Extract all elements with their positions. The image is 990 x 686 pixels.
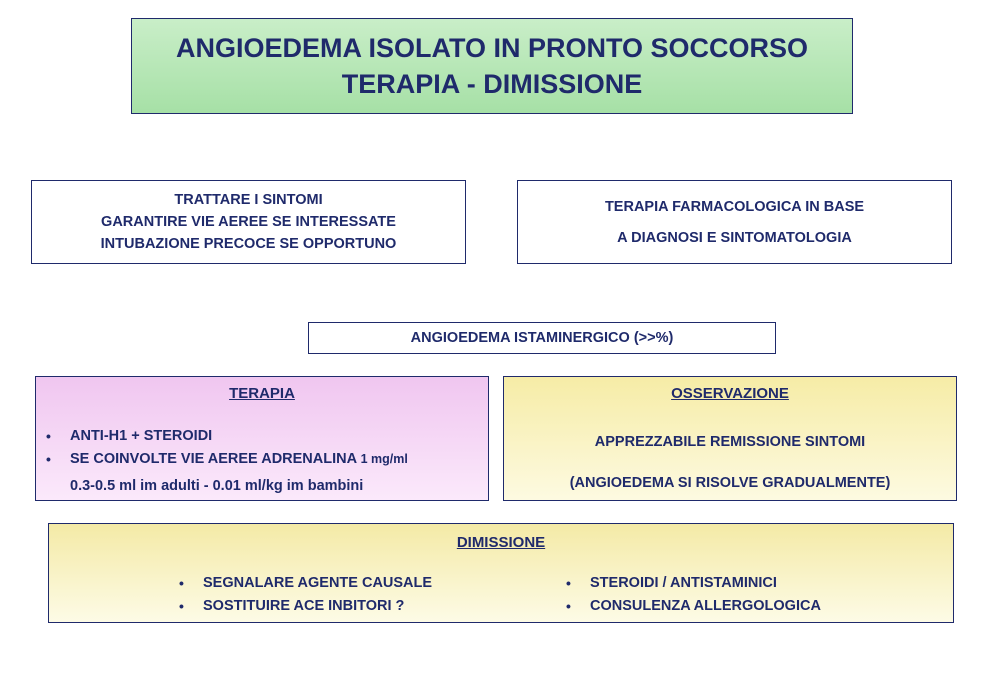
sintomi-line-1: TRATTARE I SINTOMI bbox=[174, 192, 323, 208]
list-item bbox=[566, 572, 821, 595]
istaminergico-box bbox=[308, 322, 776, 354]
bullet-icon: • bbox=[179, 575, 184, 591]
dimissione-list-left bbox=[179, 572, 432, 618]
istaminergico-label: ANGIOEDEMA ISTAMINERGICO (>>%) bbox=[410, 330, 674, 346]
bullet-icon: • bbox=[46, 451, 51, 467]
terapia-item-2-continuation: 0.3-0.5 ml im adulti - 0.01 ml/kg im bambini bbox=[70, 478, 364, 494]
terapia-item-2: SE COINVOLTE VIE AEREE ADRENALINA bbox=[70, 451, 357, 467]
terapia-item-1: ANTI-H1 + STEROIDI bbox=[70, 428, 213, 444]
bullet-icon: • bbox=[179, 598, 184, 614]
page-title-line-1: ANGIOEDEMA ISOLATO IN PRONTO SOCCORSO bbox=[175, 33, 809, 63]
osservazione-line-2: (ANGIOEDEMA SI RISOLVE GRADUALMENTE) bbox=[569, 475, 891, 491]
terapia-farmacologica-line-2: A DIAGNOSI E SINTOMATOLOGIA bbox=[617, 229, 852, 246]
terapia-farmacologica-line-1: TERAPIA FARMACOLOGICA IN BASE bbox=[604, 198, 865, 215]
bullet-icon: • bbox=[46, 428, 51, 444]
page-title-line-2: TERAPIA - DIMISSIONE bbox=[341, 69, 643, 99]
osservazione-heading: OSSERVAZIONE bbox=[671, 385, 789, 402]
list-item bbox=[179, 572, 432, 595]
sintomi-line-3: INTUBAZIONE PRECOCE SE OPPORTUNO bbox=[100, 236, 397, 252]
terapia-box bbox=[35, 376, 489, 501]
list-item bbox=[566, 595, 821, 618]
dimissione-list-right bbox=[566, 572, 821, 618]
title-box bbox=[131, 18, 853, 114]
sintomi-line-2: GARANTIRE VIE AEREE SE INTERESSATE bbox=[101, 214, 396, 230]
bullet-icon: • bbox=[566, 598, 571, 614]
dimissione-left-item-1: SEGNALARE AGENTE CAUSALE bbox=[203, 575, 433, 591]
dimissione-right-item-2: CONSULENZA ALLERGOLOGICA bbox=[590, 598, 821, 614]
list-item bbox=[179, 595, 432, 618]
terapia-item-2-dose: 1 mg/ml bbox=[360, 452, 408, 466]
osservazione-box bbox=[503, 376, 957, 501]
sintomi-box bbox=[31, 180, 466, 264]
terapia-farmacologica-box bbox=[517, 180, 952, 264]
bullet-icon: • bbox=[566, 575, 571, 591]
dimissione-box bbox=[48, 523, 954, 623]
dimissione-left-item-2: SOSTITUIRE ACE INBITORI ? bbox=[203, 598, 405, 614]
terapia-list bbox=[46, 425, 408, 471]
terapia-heading: TERAPIA bbox=[229, 385, 295, 402]
osservazione-line-1: APPREZZABILE REMISSIONE SINTOMI bbox=[594, 434, 866, 450]
list-item bbox=[46, 448, 408, 471]
dimissione-right-item-1: STEROIDI / ANTISTAMINICI bbox=[590, 575, 777, 591]
dimissione-heading: DIMISSIONE bbox=[456, 534, 546, 551]
list-item bbox=[46, 425, 408, 448]
